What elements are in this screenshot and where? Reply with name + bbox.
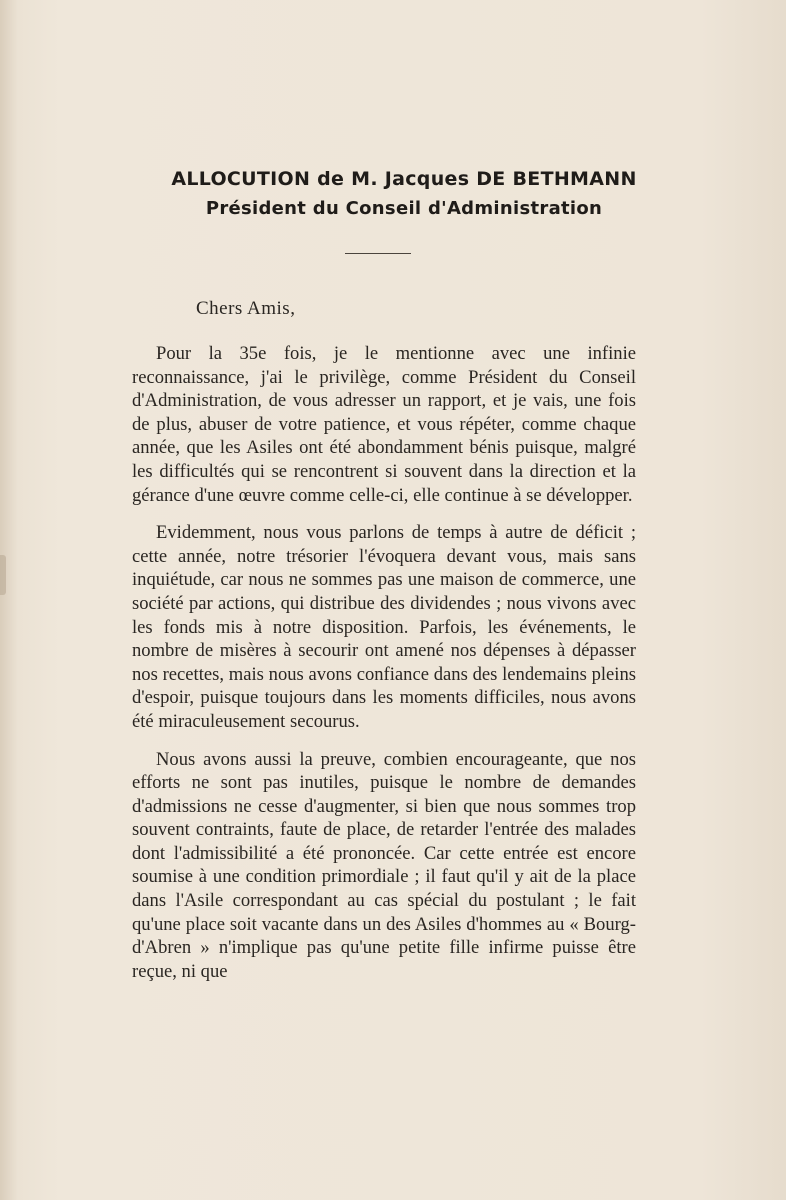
paragraph-2: Evidemment, nous vous parlons de temps à autre de déficit ; cette année, notre trésorier l'évoquera devant vous, mais sans inquiétude, car nous ne sommes pas une maison de commerce, une société par actions, qui distribue des dividendes ; nous vivons avec les fonds mis à notre disposition. Parfois, les événements, le nombre de misères à secourir ont amené nos dépenses à dépasser nos recettes, mais nous avons confiance dans des lendemains pleins d'espoir, puisque toujours dans les moments difficiles, nous avons été miraculeusement secourus. bbox=[132, 522, 636, 732]
paragraph-3: Nous avons aussi la preuve, combien encourageante, que nos efforts ne sont pas inutiles, puisque le nombre de demandes d'admissions ne cesse d'augmenter, si bien que nous sommes trop souvent contraints, faute de place, de retarder l'entrée des malades dont l'admissibilité a été prononcée. Car cette entrée est encore soumise à une condition primordiale ; il faut qu'il y ait de la place dans l'Asile correspondant au cas spécial du postulant ; le fait qu'une place soit vacante dans un des Asiles d'hommes au « Bourg-d'Abren » n'implique pas qu'une petite fille infirme puisse être reçue, ni que bbox=[132, 748, 636, 982]
page-edge-stain bbox=[0, 555, 6, 595]
title-divider bbox=[345, 253, 411, 254]
title-block bbox=[0, 168, 786, 219]
document-subtitle: Président du Conseil d'Administration bbox=[205, 198, 603, 219]
salutation-text: Chers Amis, bbox=[196, 298, 296, 319]
paragraph-1: Pour la 35e fois, je le mentionne avec une infinie reconnaissance, j'ai le privilège, comme Président du Conseil d'Administration, de vous adresser un rapport, et je vais, une fois de plus, abuser de votre patience, et vous répéter, comme chaque année, que les Asiles ont été abondamment bénis puisque, malgré les difficultés qui se rencontrent si souvent dans la direction et la gérance d'une œuvre comme celle-ci, elle continue à se développer. bbox=[132, 343, 636, 506]
body-text bbox=[132, 342, 636, 997]
salutation bbox=[196, 298, 295, 320]
document-title: ALLOCUTION de M. Jacques DE BETHMANN bbox=[171, 168, 637, 190]
